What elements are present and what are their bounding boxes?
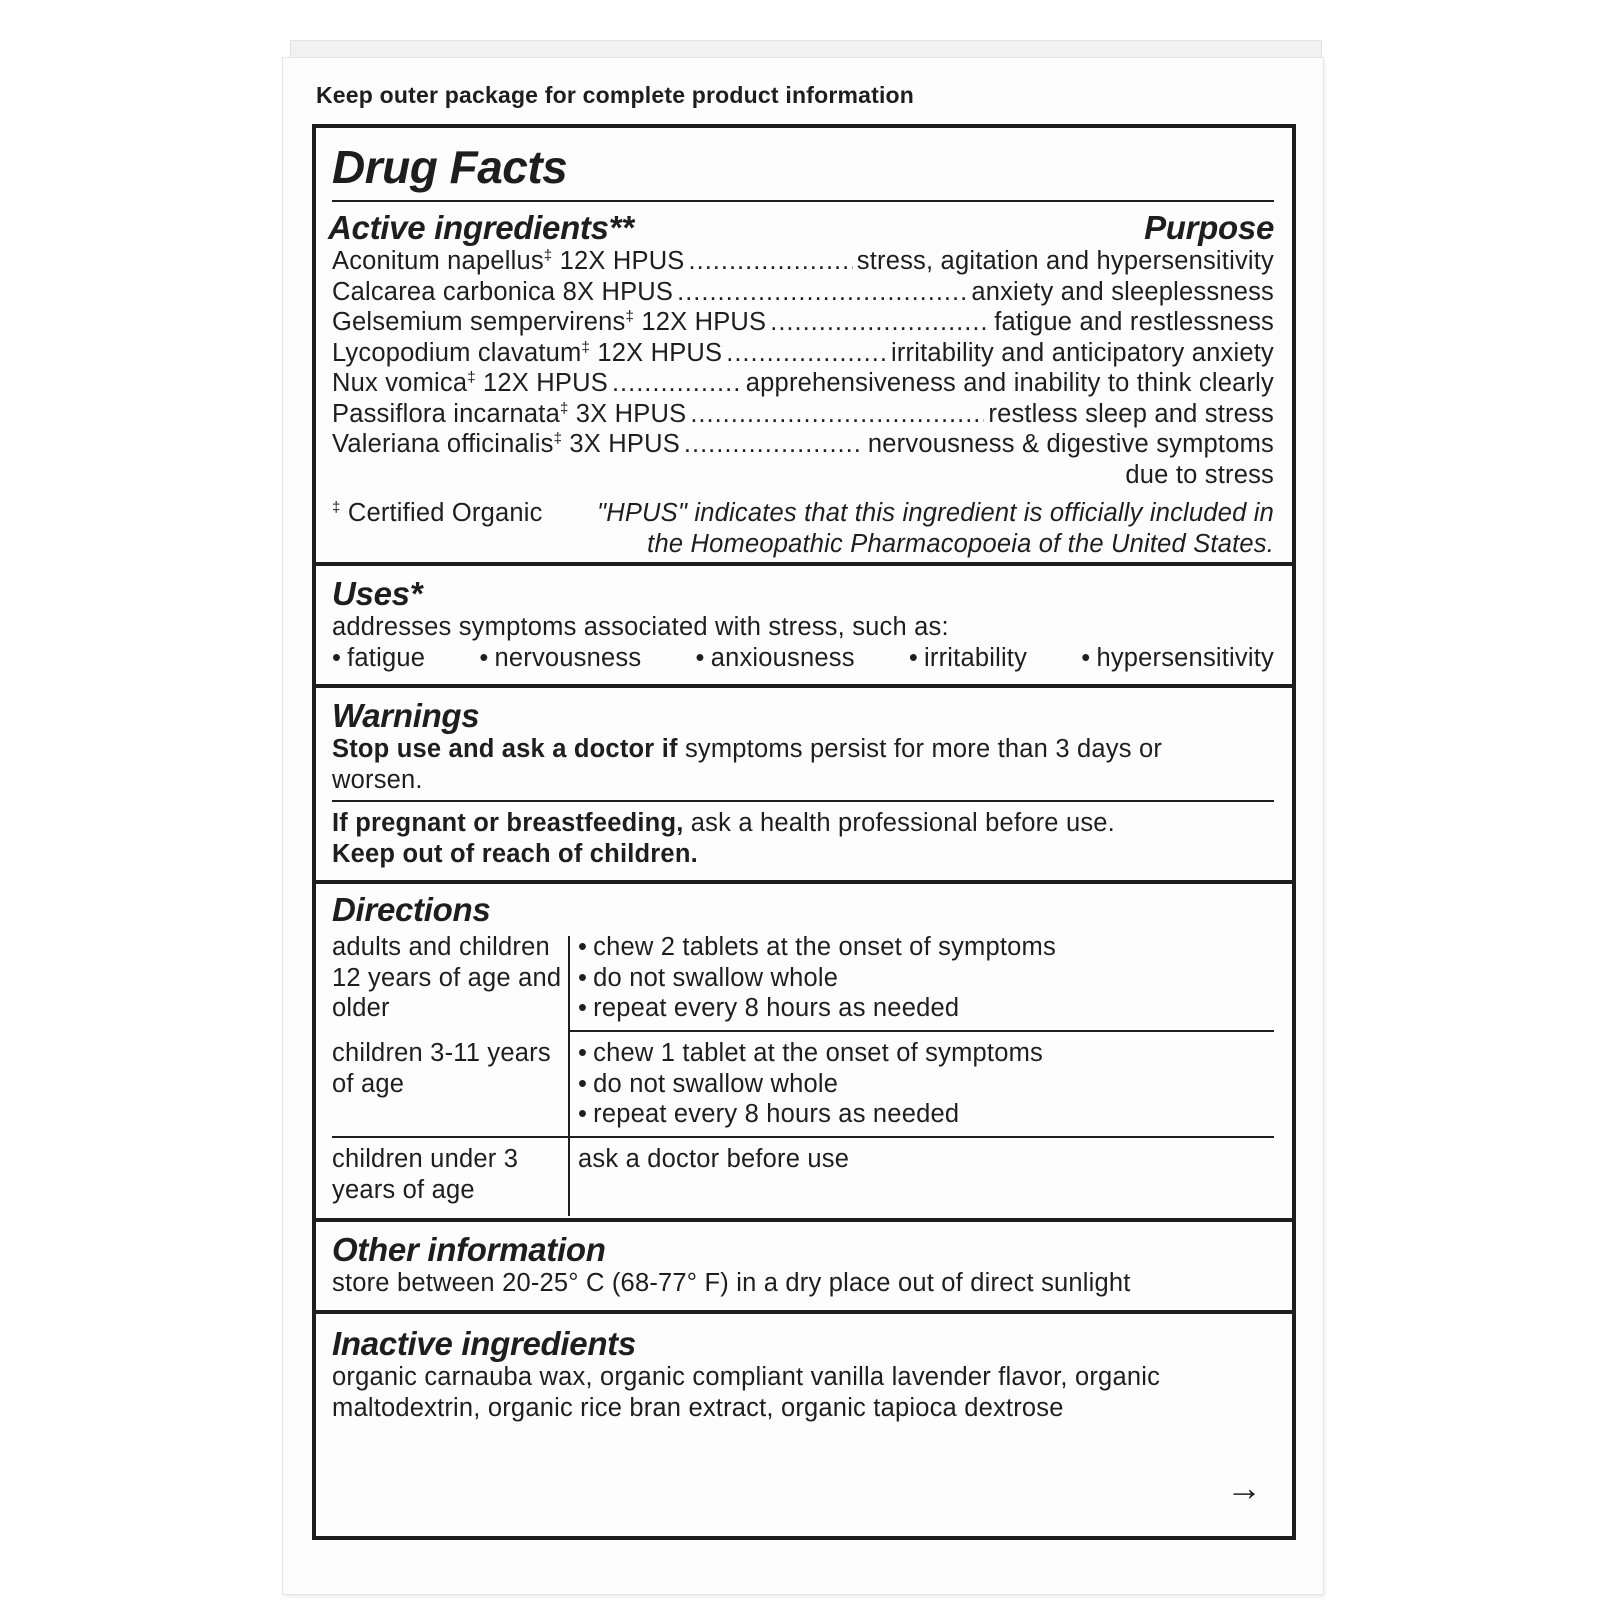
uses-list <box>332 643 1274 674</box>
ingredient-row <box>332 246 1274 277</box>
direction-step: • do not swallow whole <box>578 1069 1274 1100</box>
pregnancy-lead: If pregnant or breastfeeding, <box>332 809 684 837</box>
ingredient-purpose: fatigue and restlessness <box>994 308 1274 336</box>
section-divider <box>316 684 1292 688</box>
pregnancy-warning <box>332 808 1274 839</box>
ingredient-name: Nux vomica <box>332 369 468 397</box>
directions-column-rule <box>568 936 570 1216</box>
drug-facts-panel <box>312 124 1296 1540</box>
direction-step: • repeat every 8 hours as needed <box>578 1099 1274 1130</box>
use-item: • fatigue <box>332 643 425 674</box>
inactive-ingredients-heading: Inactive ingredients <box>332 1325 636 1362</box>
purpose-heading: Purpose <box>1144 209 1274 246</box>
ingredient-purpose: anxiety and sleeplessness <box>971 277 1274 306</box>
other-information-section <box>332 1232 1274 1299</box>
direction-step: • repeat every 8 hours as needed <box>578 993 1274 1024</box>
storage-text: store between 20-25° C (68-77° F) in a dry place out of direct sunlight <box>332 1269 1131 1297</box>
directions-age-group: children under 3 years of age <box>332 1145 519 1204</box>
active-ingredients-heading: Active ingredients** <box>328 209 634 246</box>
directions-heading: Directions <box>332 891 491 928</box>
ingredient-row <box>332 429 1274 460</box>
warnings-section <box>332 698 1274 795</box>
ingredient-purpose-continuation: due to stress <box>1125 460 1274 489</box>
directions-table <box>332 932 1274 1222</box>
direction-step: • chew 1 tablet at the onset of symptoms <box>578 1038 1274 1069</box>
ingredient-purpose: stress, agitation and hypersensitivity <box>856 247 1274 275</box>
ingredient-potency: 3X HPUS <box>562 430 680 458</box>
ingredient-purpose: nervousness & digestive symptoms <box>867 430 1274 458</box>
ingredient-potency: 12X HPUS <box>590 338 723 367</box>
directions-text: ask a doctor before use <box>578 1145 850 1173</box>
arrow-right-icon: → <box>1226 1467 1262 1508</box>
section-divider <box>316 1218 1292 1222</box>
other-information-heading: Other information <box>332 1231 606 1268</box>
ingredient-potency: 12X HPUS <box>475 369 608 397</box>
pregnancy-text: ask a health professional before use. <box>683 809 1115 837</box>
ingredient-name: Valeriana officinalis <box>332 430 554 458</box>
dot-leader <box>726 338 887 369</box>
ingredient-name: Passiflora incarnata <box>332 399 560 428</box>
organic-mark: ‡ <box>467 369 476 386</box>
hpus-note: "HPUS" indicates that this ingredient is officially included in the Homeopathic Pharmacopoeia of the United States. <box>596 499 1274 558</box>
organic-mark: ‡ <box>553 430 563 447</box>
ingredient-row <box>332 368 1274 399</box>
warnings-rule <box>332 800 1274 802</box>
ingredient-potency: 8X HPUS <box>555 277 674 306</box>
ingredient-potency: 12X HPUS <box>552 247 685 275</box>
dot-leader <box>677 277 967 308</box>
direction-step: • do not swallow whole <box>578 963 1274 994</box>
ingredient-name: Lycopodium clavatum <box>332 338 582 367</box>
section-divider <box>316 1310 1292 1314</box>
warnings-section-2 <box>332 808 1274 869</box>
dot-leader <box>689 246 853 277</box>
dot-leader <box>770 307 990 338</box>
header-note: Keep outer package for complete product information <box>316 82 915 108</box>
ingredient-purpose: irritability and anticipatory anxiety <box>891 338 1274 367</box>
organic-mark: ‡ <box>581 338 591 356</box>
title-rule <box>332 200 1274 202</box>
organic-mark: ‡ <box>559 399 569 417</box>
inactive-ingredients-section <box>332 1326 1274 1423</box>
use-item: • hypersensitivity <box>1081 643 1274 674</box>
ingredient-row <box>332 277 1274 308</box>
section-divider <box>316 562 1292 566</box>
ingredient-name: Gelsemium sempervirens <box>332 308 626 336</box>
directions-row-rule <box>332 1136 1274 1138</box>
use-item: • anxiousness <box>696 643 855 674</box>
ingredient-purpose: apprehensiveness and inability to think clearly <box>745 369 1274 397</box>
keep-out-warning: Keep out of reach of children. <box>332 839 698 868</box>
ingredient-potency: 3X HPUS <box>568 399 687 428</box>
inactive-ingredients-text: organic carnauba wax, organic compliant vanilla lavender flavor, organic maltodextrin, organic rice bran extract, organic tapioca dextrose <box>332 1363 1161 1422</box>
directions-row-rule <box>568 1030 1274 1032</box>
active-ingredients-header <box>328 210 1274 246</box>
organic-mark: ‡ <box>625 308 635 325</box>
organic-mark: ‡ <box>543 247 553 264</box>
use-item: • nervousness <box>479 643 641 674</box>
dot-leader <box>690 399 984 430</box>
uses-intro: addresses symptoms associated with stress, such as: <box>332 613 949 641</box>
ingredient-name: Aconitum napellus <box>332 247 544 275</box>
dot-leader <box>612 368 742 399</box>
directions-age-group: adults and children 12 years of age and older <box>332 933 562 1022</box>
drug-facts-title: Drug Facts <box>332 141 568 193</box>
directions-age-group: children 3-11 years of age <box>332 1039 551 1098</box>
directions-heading-wrap <box>332 892 1274 928</box>
ingredient-row <box>332 307 1274 338</box>
stop-use-warning <box>332 734 1252 795</box>
ingredient-potency: 12X HPUS <box>634 308 767 336</box>
stop-use-text: symptoms persist for more than 3 days or worsen. <box>332 735 1163 794</box>
certified-organic-note: Certified Organic <box>340 499 543 527</box>
organic-mark: ‡ <box>332 499 341 516</box>
ingredient-name: Calcarea carbonica <box>332 277 556 306</box>
stop-use-lead: Stop use and ask a doctor if <box>332 735 678 763</box>
directions-steps <box>578 1038 1274 1130</box>
directions-steps <box>578 932 1274 1024</box>
ingredient-row <box>332 338 1274 369</box>
dot-leader <box>684 429 864 460</box>
uses-section <box>332 576 1274 673</box>
section-divider <box>316 880 1292 884</box>
warnings-heading: Warnings <box>332 697 480 734</box>
direction-step: • chew 2 tablets at the onset of symptoms <box>578 932 1274 963</box>
ingredient-purpose: restless sleep and stress <box>988 399 1274 428</box>
uses-heading: Uses* <box>332 575 423 612</box>
active-ingredients-list <box>332 246 1274 490</box>
ingredient-row <box>332 399 1274 430</box>
use-item: • irritability <box>909 643 1027 674</box>
